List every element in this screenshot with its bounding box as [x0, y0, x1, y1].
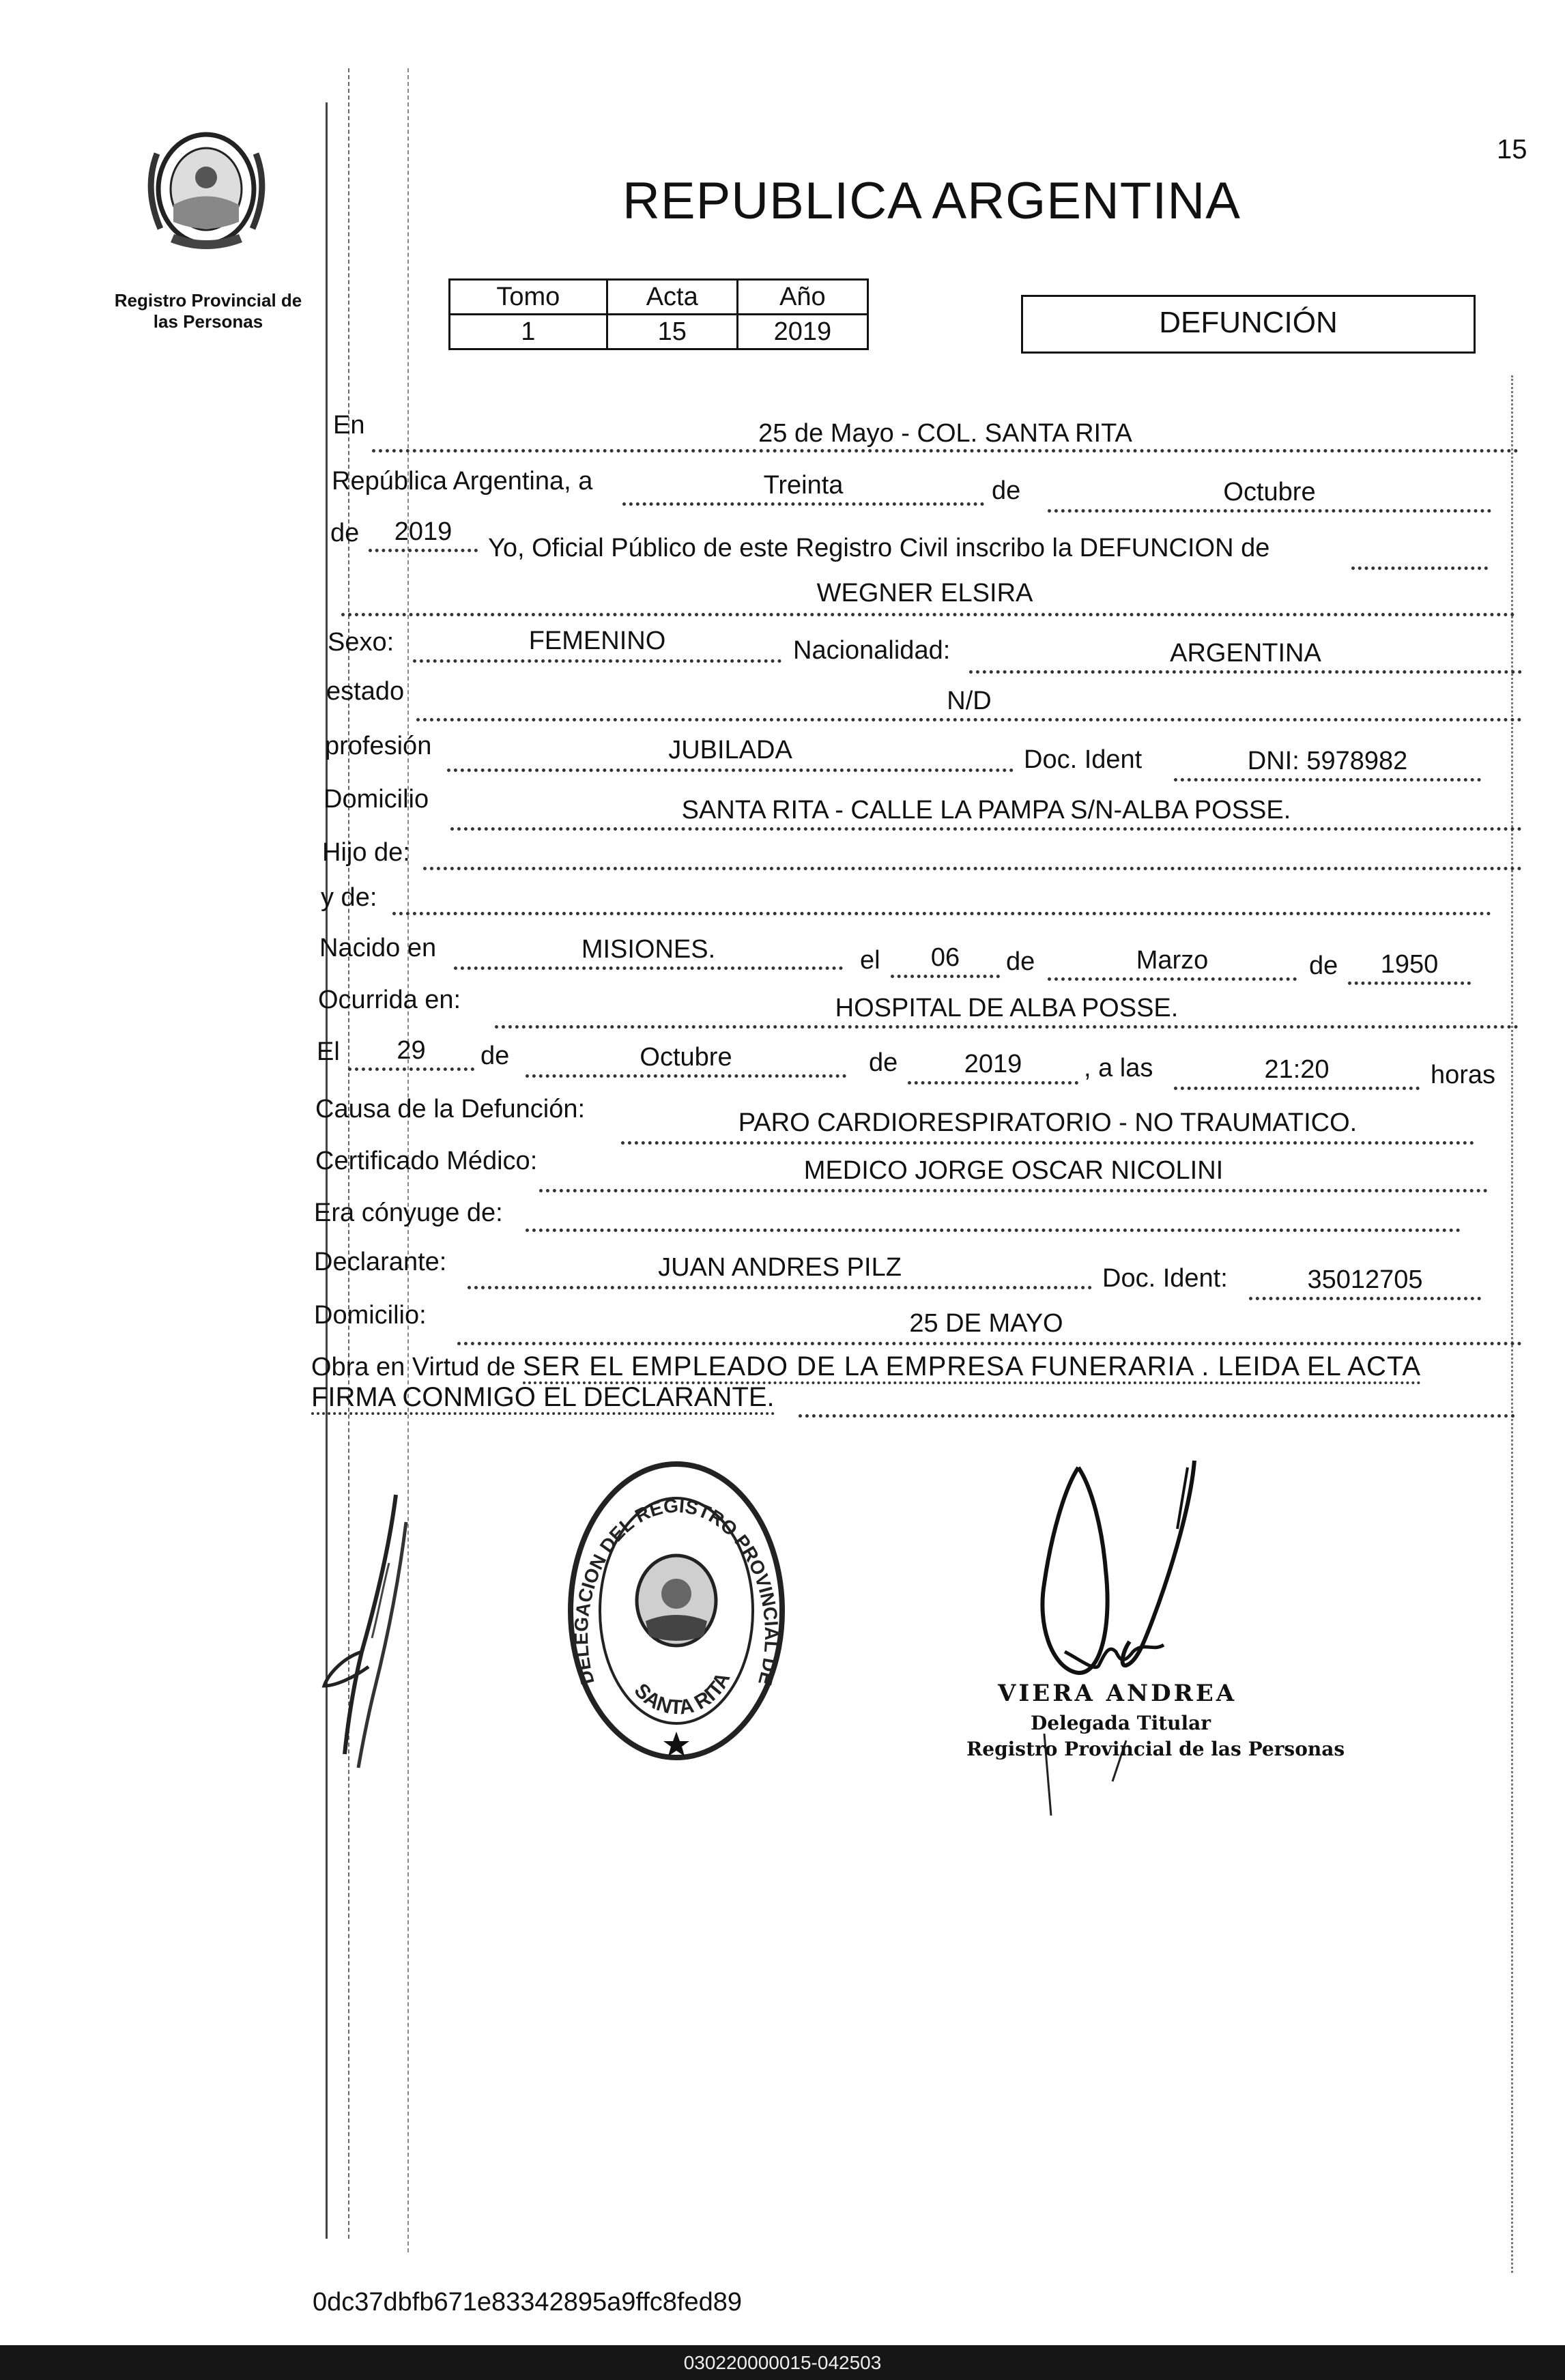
year-value: 2019 [394, 517, 453, 546]
month-dotted-line [1048, 509, 1491, 513]
record-type-box: DEFUNCIÓN [1021, 295, 1476, 354]
table-header-anio: Año [737, 280, 867, 315]
conyuge-dotted-line [526, 1229, 1461, 1232]
statement-text: Yo, Oficial Público de este Registro Civil inscribo la DEFUNCION de [488, 534, 1270, 562]
label-horas: horas [1431, 1061, 1496, 1089]
death-month-value: Octubre [640, 1043, 732, 1072]
label-causa: Causa de la Defunción: [315, 1095, 586, 1123]
label-sexo: Sexo: [328, 628, 394, 657]
sex-value: FEMENINO [528, 627, 666, 655]
label-domicilio-2: Domicilio: [314, 1301, 427, 1330]
profession-dotted-line [447, 769, 1014, 772]
document-hash: 0dc37dbfb671e83342895a9ffc8fed89 [313, 2288, 743, 2317]
death-time-value: 21:20 [1264, 1055, 1330, 1084]
declarant-doc-dotted-line [1249, 1297, 1481, 1300]
label-conyuge: Era cónyuge de: [314, 1199, 503, 1227]
birth-month-value: Marzo [1136, 946, 1209, 975]
death-place-dotted-line [495, 1025, 1519, 1029]
obra-end-dotted-line [799, 1414, 1515, 1418]
death-year-dotted-line [908, 1081, 1078, 1085]
dni-value: DNI: 5978982 [1247, 747, 1408, 775]
official-title: Delegada Titular [1031, 1712, 1211, 1734]
label-declarante: Declarante: [314, 1248, 447, 1276]
label-de-year: de [330, 519, 360, 547]
label-hijo-de: Hijo de: [322, 838, 410, 867]
profession-value: JUBILADA [668, 736, 792, 764]
svg-text:SANTA RITA [630, 1669, 735, 1719]
civil-status-dotted-line [416, 718, 1522, 721]
label-republica: República Argentina, a [332, 467, 593, 496]
footer-code-bar: 030220000015-042503 [0, 2345, 1565, 2380]
label-domicilio: Domicilio [324, 785, 429, 814]
label-nacido-en: Nacido en [319, 934, 437, 962]
doctor-dotted-line [539, 1189, 1488, 1192]
death-month-dotted-line [526, 1074, 846, 1078]
provincial-emblem-icon [130, 113, 283, 266]
year-dotted-line [369, 549, 478, 552]
declarant-signature-icon [321, 1481, 430, 1781]
death-year-value: 2019 [964, 1050, 1022, 1078]
label-estado: estado [326, 677, 405, 706]
label-certificado: Certificado Médico: [315, 1147, 538, 1175]
obra-reason-line-1: SER EL EMPLEADO DE LA EMPRESA FUNERARIA . LEIDA EL ACTA [523, 1351, 1421, 1384]
label-doc-ident-2: Doc. Ident: [1102, 1264, 1228, 1293]
doctor-value: MEDICO JORGE OSCAR NICOLINI [803, 1156, 1224, 1185]
obra-line-2 [311, 1382, 1512, 1413]
nationality-value: ARGENTINA [1170, 639, 1321, 668]
place-dotted-line [372, 449, 1519, 453]
deceased-name: WEGNER ELSIRA [816, 579, 1033, 607]
official-office: Registro Provincial de las Personas [966, 1738, 1345, 1760]
table-value-acta: 15 [607, 315, 737, 349]
birth-month-dotted-line [1048, 977, 1297, 981]
table-header-acta: Acta [607, 280, 737, 315]
nationality-dotted-line [969, 670, 1522, 674]
cause-dotted-line [621, 1141, 1474, 1145]
table-header-tomo: Tomo [450, 280, 607, 315]
label-de-birth-2: de [1309, 951, 1338, 980]
label-en: En [333, 411, 365, 440]
declarant-value: JUAN ANDRES PILZ [658, 1253, 902, 1282]
label-de-1: de [992, 476, 1021, 505]
birth-year-value: 1950 [1380, 950, 1439, 979]
label-obra: Obra en Virtud de [311, 1353, 516, 1381]
birth-year-dotted-line [1348, 981, 1471, 985]
record-table [448, 278, 869, 350]
obra-reason-line-2: FIRMA CONMIGO EL DECLARANTE. [311, 1382, 775, 1415]
month-value: Octubre [1223, 478, 1316, 506]
declarant-dotted-line [468, 1286, 1092, 1289]
address-value: SANTA RITA - CALLE LA PAMPA S/N-ALBA POSSE. [681, 796, 1291, 825]
death-day-value: 29 [397, 1036, 426, 1065]
label-de-death-1: de [480, 1042, 510, 1070]
day-value: Treinta [763, 471, 844, 500]
stamp-ring-text: DELEGACION DEL REGISTRO PROVINCIAL DE [570, 1495, 783, 1688]
label-y-de: y de: [321, 883, 377, 912]
official-name: VIERA ANDREA [998, 1680, 1237, 1707]
table-value-anio: 2019 [737, 315, 867, 349]
label-el-death: El [317, 1037, 340, 1066]
declarant-address-value: 25 DE MAYO [909, 1309, 1063, 1338]
birth-place-dotted-line [454, 966, 843, 970]
registry-stamp [564, 1457, 789, 1764]
stamp-seal-icon [564, 1457, 789, 1764]
label-doc-ident: Doc. Ident [1024, 745, 1143, 774]
cause-value: PARO CARDIORESPIRATORIO - NO TRAUMATICO. [738, 1108, 1358, 1137]
page-title: REPUBLICA ARGENTINA [622, 172, 1241, 230]
death-time-dotted-line [1174, 1087, 1420, 1090]
birth-place-value: MISIONES. [581, 935, 716, 964]
name-dotted-line [341, 613, 1515, 616]
label-el: el [860, 946, 880, 975]
obra-paragraph [311, 1351, 1512, 1413]
table-value-tomo: 1 [450, 315, 607, 349]
civil-status-value: N/D [947, 687, 992, 715]
label-de-death-2: de [869, 1048, 898, 1077]
place-value: 25 de Mayo - COL. SANTA RITA [758, 419, 1132, 448]
label-de-birth-1: de [1006, 947, 1035, 976]
declarant-doc-value: 35012705 [1307, 1265, 1423, 1294]
label-profesion: profesión [325, 732, 432, 760]
birth-day-value: 06 [930, 943, 960, 972]
registry-name-label: Registro Provincial de las Personas [114, 290, 302, 332]
statement-dotted-line [1351, 567, 1488, 570]
hijo-de-dotted-line [423, 867, 1522, 870]
sex-dotted-line [413, 659, 781, 663]
label-ocurrida-en: Ocurrida en: [318, 986, 461, 1014]
declarant-address-dotted-line [457, 1342, 1522, 1345]
label-nacionalidad: Nacionalidad: [793, 636, 951, 665]
label-a-las: , a las [1084, 1054, 1153, 1083]
death-place-value: HOSPITAL DE ALBA POSSE. [835, 994, 1179, 1022]
day-dotted-line [622, 502, 984, 506]
death-day-dotted-line [348, 1067, 474, 1071]
dni-dotted-line [1174, 778, 1481, 782]
address-dotted-line [450, 827, 1522, 831]
y-de-dotted-line [392, 912, 1491, 915]
birth-day-dotted-line [891, 975, 1000, 978]
page-number: 15 [1497, 134, 1527, 164]
stamp-inner-text: SANTA RITA [629, 1669, 735, 1719]
obra-line-1 [311, 1351, 1512, 1382]
